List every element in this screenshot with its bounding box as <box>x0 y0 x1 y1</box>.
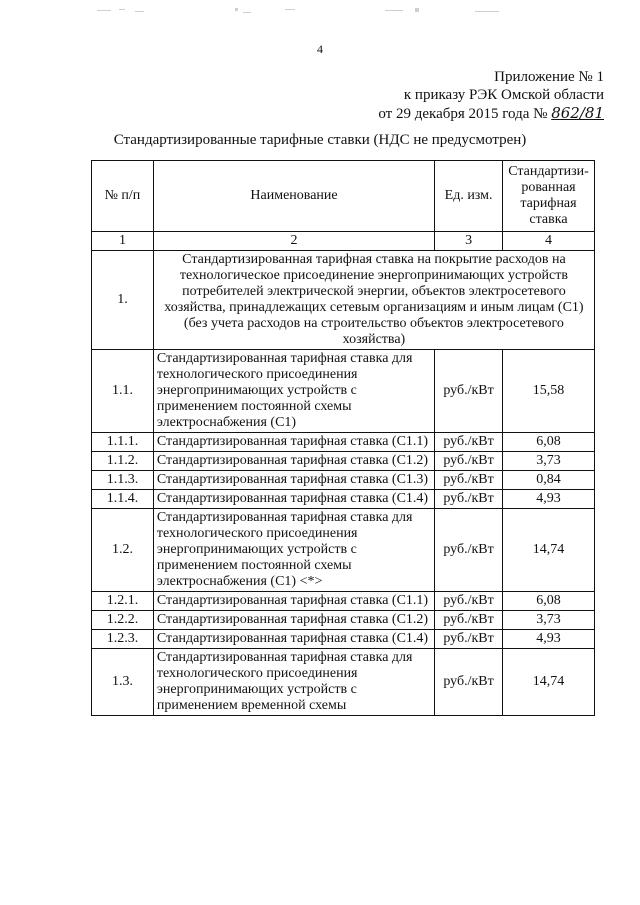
section-text: Стандартизированная тарифная ставка на покрытие расходов на технологическое присоединение энергопринимающих устройств потребителей электрической энергии, объектов электросетевого хозяйства, принадлежащих сетевым организациям и иным лицам (С1) (без учета расходов на строительство объектов электросетевого хозяйства) <box>153 251 594 350</box>
row-num: 1.1.4. <box>92 490 154 509</box>
table-row <box>92 509 595 592</box>
row-unit: руб./кВт <box>435 630 503 649</box>
index-4: 4 <box>502 232 594 251</box>
row-num: 1.2.3. <box>92 630 154 649</box>
appendix-date: от 29 декабря 2015 года № <box>378 106 548 122</box>
row-num: 1.1.1. <box>92 433 154 452</box>
column-index-row <box>92 232 595 251</box>
appendix-header <box>378 68 604 123</box>
header-num: № п/п <box>92 161 154 232</box>
row-unit: руб./кВт <box>435 490 503 509</box>
row-name: Стандартизированная тарифная ставка для технологического присоединения энергопринимающих устройств с применением постоянной схемы электроснабжения (С1) <box>153 350 434 433</box>
table-row <box>92 452 595 471</box>
row-name: Стандартизированная тарифная ставка для технологического присоединения энергопринимающих устройств с применением временной схемы <box>153 649 434 716</box>
table-row <box>92 433 595 452</box>
row-unit: руб./кВт <box>435 350 503 433</box>
row-name: Стандартизированная тарифная ставка (С1.2) <box>153 611 434 630</box>
row-name: Стандартизированная тарифная ставка (С1.3) <box>153 471 434 490</box>
row-num: 1.1.3. <box>92 471 154 490</box>
table-row <box>92 630 595 649</box>
row-num: 1.2.2. <box>92 611 154 630</box>
row-num: 1.2.1. <box>92 592 154 611</box>
row-num: 1.2. <box>92 509 154 592</box>
row-unit: руб./кВт <box>435 592 503 611</box>
row-name: Стандартизированная тарифная ставка (С1.1) <box>153 592 434 611</box>
index-2: 2 <box>153 232 434 251</box>
appendix-line-1: Приложение № 1 <box>494 69 604 85</box>
row-value: 14,74 <box>502 649 594 716</box>
row-name: Стандартизированная тарифная ставка (С1.2) <box>153 452 434 471</box>
row-value: 3,73 <box>502 611 594 630</box>
row-unit: руб./кВт <box>435 649 503 716</box>
row-value: 3,73 <box>502 452 594 471</box>
page-number: 4 <box>317 42 323 56</box>
header-name: Наименование <box>153 161 434 232</box>
row-value: 6,08 <box>502 433 594 452</box>
order-number: 862/81 <box>551 104 604 122</box>
table-row <box>92 350 595 433</box>
row-name: Стандартизированная тарифная ставка (С1.4) <box>153 490 434 509</box>
row-num: 1.1. <box>92 350 154 433</box>
row-unit: руб./кВт <box>435 471 503 490</box>
table-row <box>92 592 595 611</box>
table-row <box>92 649 595 716</box>
row-value: 4,93 <box>502 490 594 509</box>
section-row <box>92 251 595 350</box>
table-row <box>92 611 595 630</box>
appendix-line-2: к приказу РЭК Омской области <box>403 87 604 103</box>
tariff-table <box>91 160 595 716</box>
row-value: 6,08 <box>502 592 594 611</box>
row-unit: руб./кВт <box>435 452 503 471</box>
index-1: 1 <box>92 232 154 251</box>
scan-noise-marks <box>95 6 535 18</box>
row-value: 15,58 <box>502 350 594 433</box>
header-rate: Стандартизи-рованная тарифная ставка <box>502 161 594 232</box>
row-name: Стандартизированная тарифная ставка (С1.1) <box>153 433 434 452</box>
section-num: 1. <box>92 251 154 350</box>
row-name: Стандартизированная тарифная ставка для технологического присоединения энергопринимающих устройств с применением постоянной схемы электроснабжения (С1) <*> <box>153 509 434 592</box>
row-num: 1.1.2. <box>92 452 154 471</box>
row-unit: руб./кВт <box>435 433 503 452</box>
row-unit: руб./кВт <box>435 509 503 592</box>
document-title: Стандартизированные тарифные ставки (НДС не предусмотрен) <box>113 132 527 148</box>
table-row <box>92 471 595 490</box>
table-row <box>92 490 595 509</box>
row-value: 0,84 <box>502 471 594 490</box>
row-unit: руб./кВт <box>435 611 503 630</box>
row-name: Стандартизированная тарифная ставка (С1.4) <box>153 630 434 649</box>
header-unit: Ед. изм. <box>435 161 503 232</box>
index-3: 3 <box>435 232 503 251</box>
table-header-row <box>92 161 595 232</box>
appendix-line-3 <box>378 104 604 123</box>
row-value: 4,93 <box>502 630 594 649</box>
row-num: 1.3. <box>92 649 154 716</box>
row-value: 14,74 <box>502 509 594 592</box>
